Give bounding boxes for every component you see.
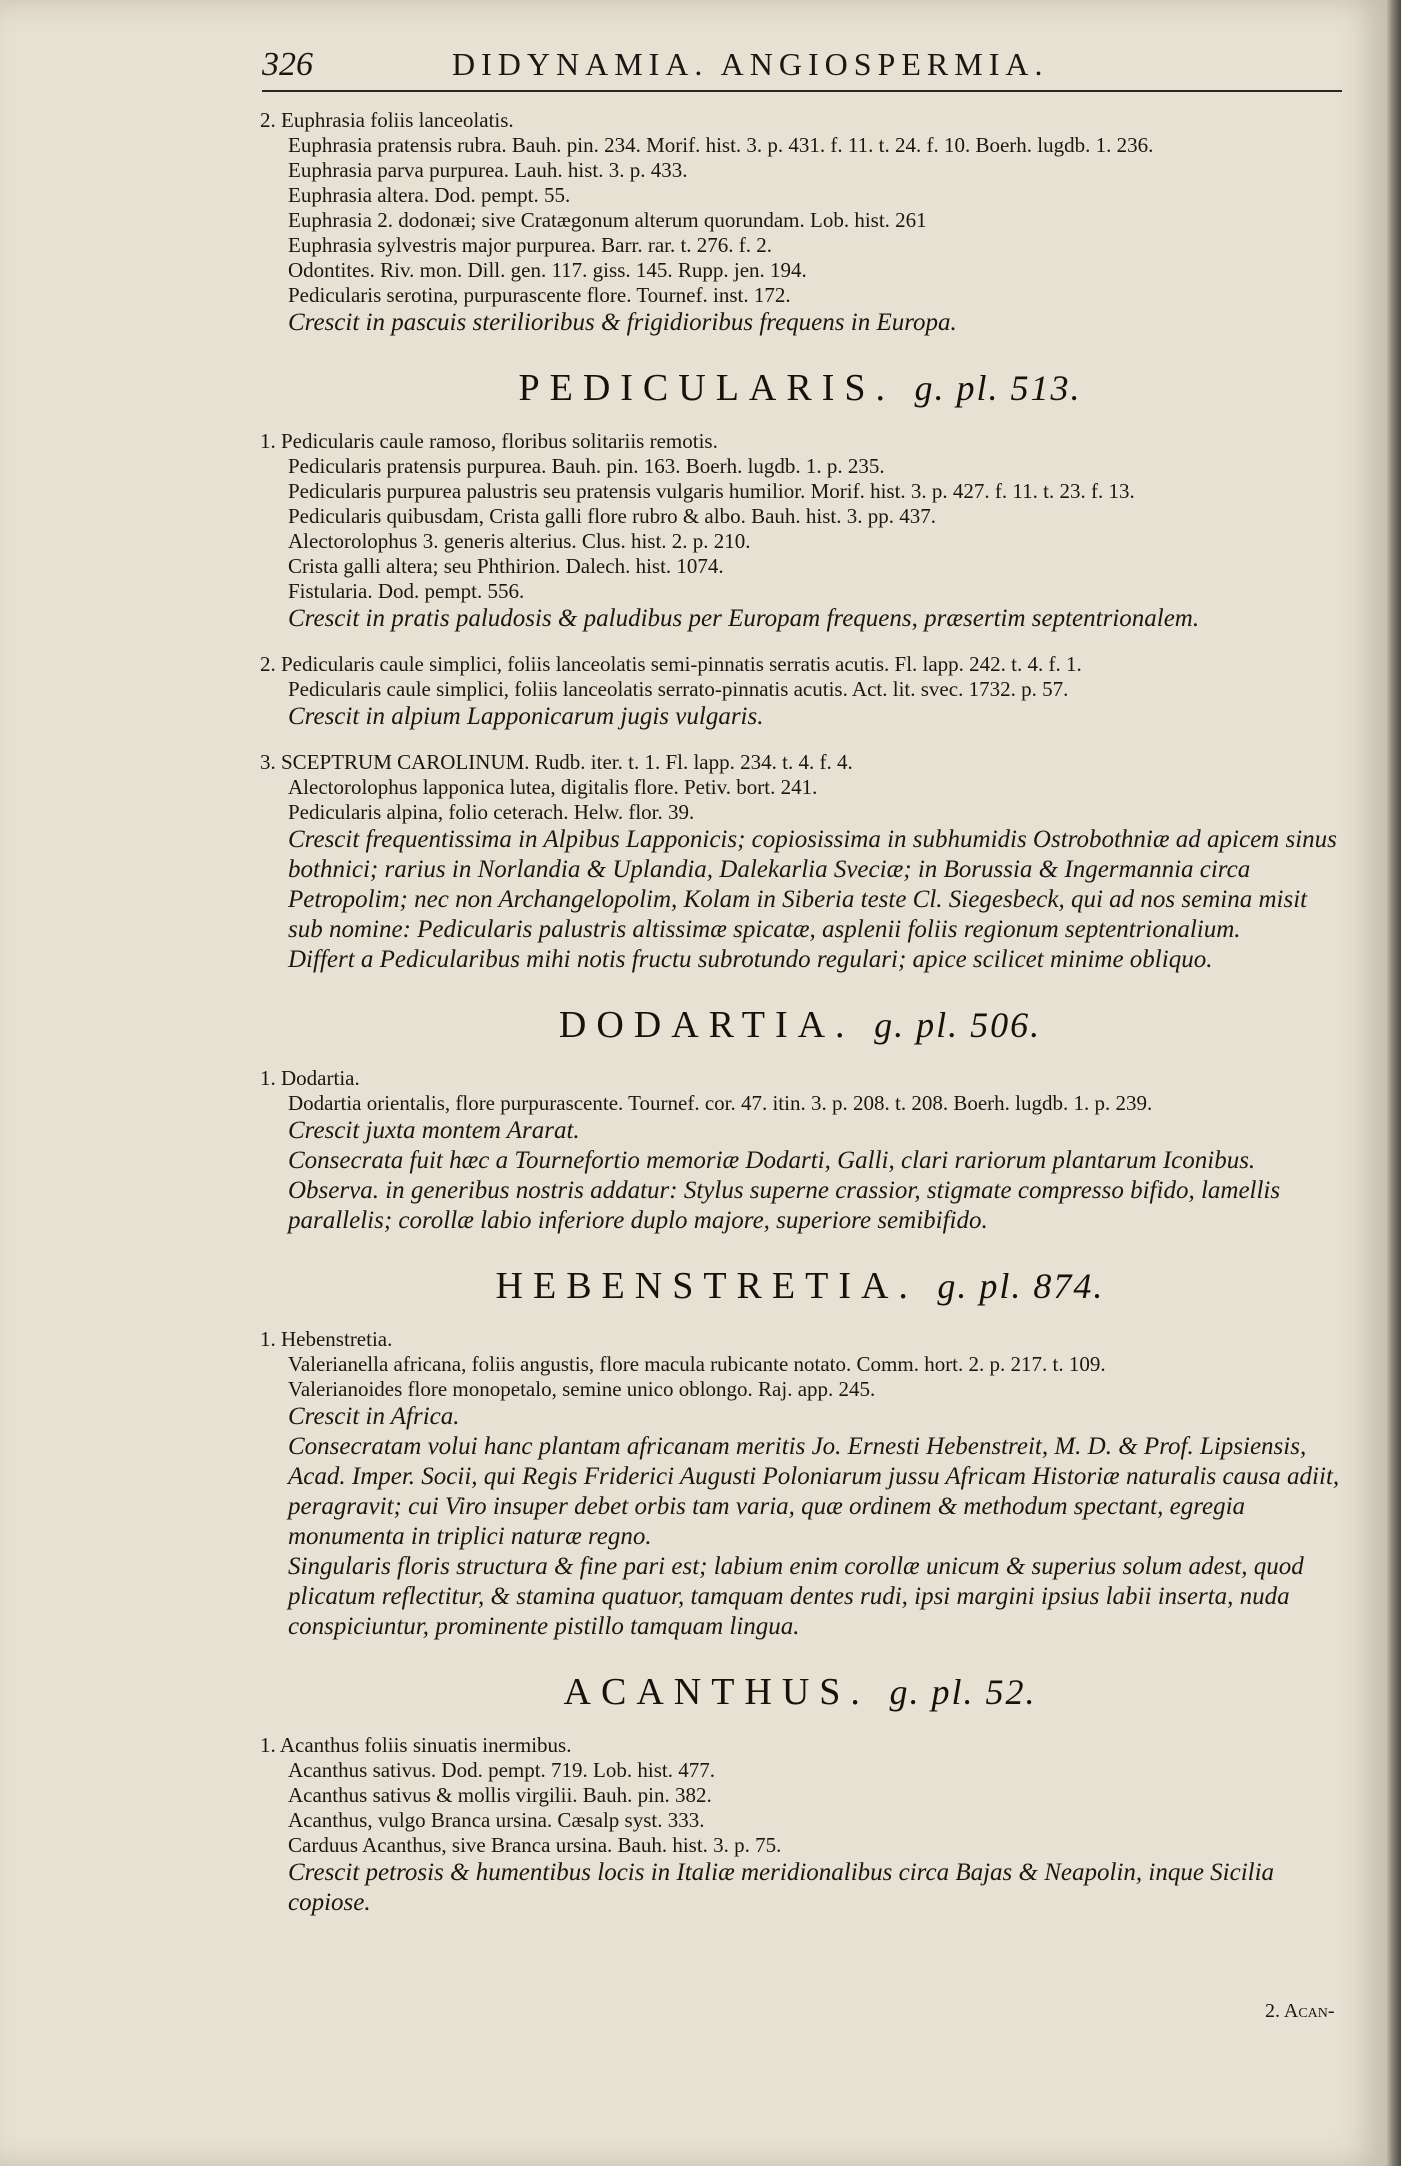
habitat-note: Crescit juxta montem Ararat. bbox=[288, 1117, 580, 1144]
species-entry bbox=[260, 1733, 1340, 1918]
species-entry bbox=[260, 1066, 1340, 1236]
running-title: DIDYNAMIA. ANGIOSPERMIA. bbox=[452, 46, 1049, 82]
synonym-line: Odontites. Riv. mon. Dill. gen. 117. giss. 145. Rupp. jen. 194. bbox=[288, 258, 807, 282]
synonym-line: Euphrasia altera. Dod. pempt. 55. bbox=[288, 183, 571, 207]
synonym-line: Euphrasia parva purpurea. Lauh. hist. 3. p. 433. bbox=[288, 158, 688, 182]
genus-heading bbox=[260, 1671, 1340, 1713]
genus-heading bbox=[260, 367, 1340, 409]
genus-name: PEDICULARIS. bbox=[518, 367, 895, 409]
synonym-line: Fistularia. Dod. pempt. 556. bbox=[288, 579, 525, 603]
genus-name: ACANTHUS. bbox=[563, 1671, 870, 1713]
species-diagnosis: 1. Hebenstretia. bbox=[260, 1327, 393, 1351]
genus-reference: g. pl. 52. bbox=[889, 1672, 1037, 1712]
species-diagnosis: 2. Pedicularis caule simplici, foliis lanceolatis semi-pinnatis serratis acutis. Fl. lapp. 242. t. 4. f. 1. bbox=[260, 652, 1082, 676]
genus-reference: g. pl. 513. bbox=[914, 368, 1082, 408]
genus-reference: g. pl. 506. bbox=[874, 1005, 1042, 1045]
genus-heading bbox=[260, 1265, 1340, 1307]
differential-note: Differt a Pedicularibus mihi notis fructu subrotundo regulari; apice scilicet minime obliquo. bbox=[288, 946, 1213, 973]
species-entry bbox=[260, 652, 1340, 732]
synonym-line: Pedicularis pratensis purpurea. Bauh. pin. 163. Boerh. lugdb. 1. p. 235. bbox=[288, 454, 885, 478]
synonym-line: Pedicularis serotina, purpurascente flore. Tournef. inst. 172. bbox=[288, 283, 791, 307]
page-edge bbox=[1386, 0, 1401, 2166]
structure-note: Singularis floris structura & fine pari est; labium enim corollæ unicum & superius solum adest, quod plicatum reflectitur, & stamina quatuor, tamquam dentes rudi, ipsi margini ipsius labii inserta, nuda conspiciuntur, prominente pistillo tamquam lingua. bbox=[288, 1553, 1304, 1640]
habitat-note: Crescit in Africa. bbox=[288, 1403, 460, 1430]
habitat-note: Crescit frequentissima in Alpibus Lapponicis; copiosissima in subhumidis Ostrobothniæ ad apicem sinus bothnici; rarius in Norlandia & Uplandia, Dalekarlia Sveciæ; in Borussia & Ingermannia circa Petropolim; nec non Archangelopolim, Kolam in Siberia teste Cl. Siegesbeck, qui ad nos semina misit sub nomine: Pedicularis palustris altissimæ spicatæ, asplenii foliis regionum septentrionalium. bbox=[288, 826, 1337, 943]
species-diagnosis: 1. Acanthus foliis sinuatis inermibus. bbox=[260, 1733, 572, 1757]
genus-reference: g. pl. 874. bbox=[937, 1266, 1105, 1306]
synonym-line: Euphrasia 2. dodonæi; sive Cratægonum alterum quorundam. Lob. hist. 261 bbox=[288, 208, 927, 232]
observation-note: Observa. in generibus nostris addatur: Stylus superne crassior, stigmate compresso bifido, lamellis parallelis; corollæ labio inferiore duplo majore, superiore semibifido. bbox=[288, 1177, 1281, 1234]
synonym-line: Alectorolophus 3. generis alterius. Clus. hist. 2. p. 210. bbox=[288, 529, 751, 553]
synonym-line: Pedicularis caule simplici, foliis lanceolatis serrato-pinnatis acutis. Act. lit. svec. 1732. p. 57. bbox=[288, 677, 1069, 701]
synonym-line: Pedicularis purpurea palustris seu pratensis vulgaris humilior. Morif. hist. 3. p. 427. f. 11. t. 23. f. 13. bbox=[288, 479, 1135, 503]
habitat-note: Crescit in pratis paludosis & paludibus per Europam frequens, præsertim septentrionalem. bbox=[288, 605, 1200, 632]
synonym-line: Dodartia orientalis, flore purpurascente. Tournef. cor. 47. itin. 3. p. 208. t. 208. Boerh. lugdb. 1. p. 239. bbox=[288, 1091, 1153, 1115]
synonym-line: Acanthus sativus & mollis virgilii. Bauh. pin. 382. bbox=[288, 1783, 712, 1807]
synonym-line: Euphrasia pratensis rubra. Bauh. pin. 234. Morif. hist. 3. p. 431. f. 11. t. 24. f. 10. Boerh. lugdb. 1. 236. bbox=[288, 133, 1154, 157]
habitat-note: Crescit in pascuis sterilioribus & frigidioribus frequens in Europa. bbox=[288, 309, 957, 336]
synonym-line: Pedicularis quibusdam, Crista galli flore rubro & albo. Bauh. hist. 3. pp. 437. bbox=[288, 504, 936, 528]
species-entry bbox=[260, 750, 1340, 975]
synonym-line: Alectorolophus lapponica lutea, digitalis flore. Petiv. bort. 241. bbox=[288, 775, 818, 799]
synonym-line: Acanthus sativus. Dod. pempt. 719. Lob. hist. 477. bbox=[288, 1758, 715, 1782]
species-diagnosis: 1. Pedicularis caule ramoso, floribus solitariis remotis. bbox=[260, 429, 718, 453]
species-entry bbox=[260, 429, 1340, 634]
species-entry bbox=[260, 108, 1340, 338]
synonym-line: Valerianoides flore monopetalo, semine unico oblongo. Raj. app. 245. bbox=[288, 1377, 876, 1401]
page-header bbox=[262, 40, 1342, 92]
dedication-note: Consecrata fuit hæc a Tournefortio memoriæ Dodarti, Galli, clari rariorum plantarum Iconibus. bbox=[288, 1147, 1256, 1174]
page-number: 326 bbox=[262, 46, 313, 83]
synonym-line: Valerianella africana, foliis angustis, flore macula rubicante notato. Comm. hort. 2. p. 217. t. 109. bbox=[288, 1352, 1106, 1376]
page-content bbox=[260, 108, 1340, 1926]
synonym-line: Pedicularis alpina, folio ceterach. Helw. flor. 39. bbox=[288, 800, 695, 824]
synonym-line: Euphrasia sylvestris major purpurea. Barr. rar. t. 276. f. 2. bbox=[288, 233, 773, 257]
species-diagnosis: 2. Euphrasia foliis lanceolatis. bbox=[260, 108, 514, 132]
genus-name: HEBENSTRETIA. bbox=[495, 1265, 918, 1307]
habitat-note: Crescit in alpium Lapponicarum jugis vulgaris. bbox=[288, 703, 764, 730]
species-diagnosis: 3. SCEPTRUM CAROLINUM. Rudb. iter. t. 1. Fl. lapp. 234. t. 4. f. 4. bbox=[260, 750, 853, 774]
synonym-line: Carduus Acanthus, sive Branca ursina. Bauh. hist. 3. p. 75. bbox=[288, 1833, 782, 1857]
species-entry bbox=[260, 1327, 1340, 1642]
species-diagnosis: 1. Dodartia. bbox=[260, 1066, 360, 1090]
dedication-note: Consecratam volui hanc plantam africanam meritis Jo. Ernesti Hebenstreit, M. D. & Prof. Lipsiensis, Acad. Imper. Socii, qui Regis Friderici Augusti Poloniarum jussu Africam Historiæ naturalis causa adiit, peragravit; cui Viro insuper debet orbis tam varia, quæ ordinem & methodum spectant, egregia monumenta in triplici naturæ regno. bbox=[288, 1433, 1340, 1550]
synonym-line: Acanthus, vulgo Branca ursina. Cæsalp syst. 333. bbox=[288, 1808, 705, 1832]
synonym-line: Crista galli altera; seu Phthirion. Dalech. hist. 1074. bbox=[288, 554, 724, 578]
genus-heading bbox=[260, 1004, 1340, 1046]
habitat-note: Crescit petrosis & humentibus locis in Italiæ meridionalibus circa Bajas & Neapolin, inque Sicilia copiose. bbox=[288, 1859, 1275, 1916]
genus-name: DODARTIA. bbox=[558, 1004, 855, 1046]
catchword: 2. Acan- bbox=[1265, 2000, 1335, 2022]
